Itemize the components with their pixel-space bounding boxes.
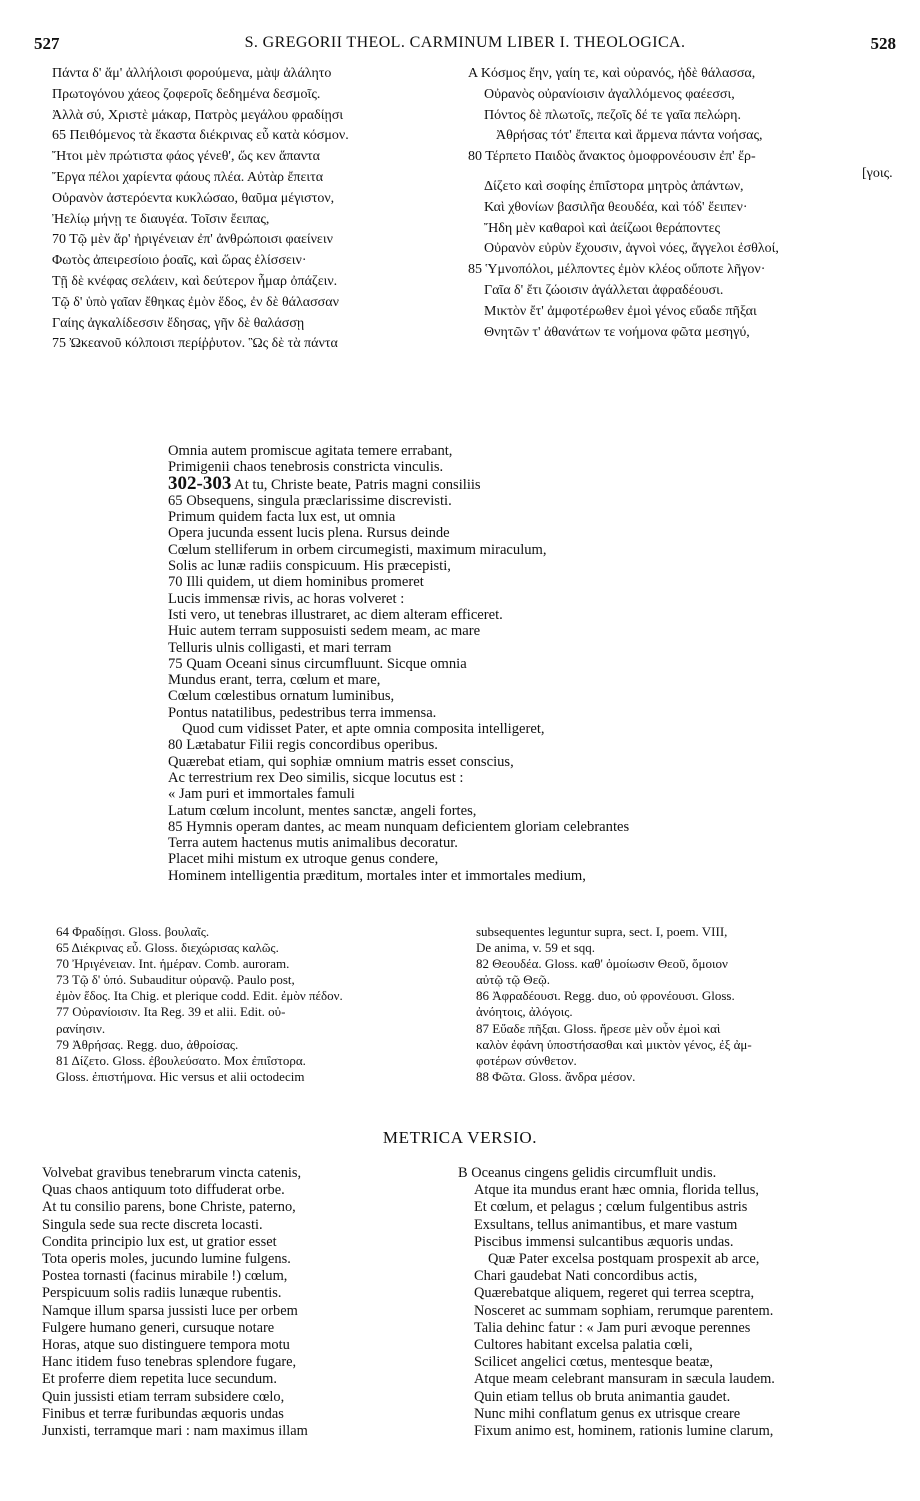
greek-line: Πόντος δὲ πλωτοῖς, πεζοῖς δέ τε γαῖα πελώρη.	[484, 107, 741, 123]
latin-line: 85 Hymnis operam dantes, ac meam nunquam deficientem gloriam celebrantes	[168, 818, 630, 835]
latin-translation	[168, 443, 878, 884]
greek-line: Καὶ χθονίων βασιλῆα θεουδέα, καὶ τόδ' ἔειπεν·	[484, 199, 748, 215]
verse-line: Perspicuum solis radiis lunæque rubentis.	[42, 1285, 282, 1302]
greek-line: Ἀλλὰ σύ, Χριστὲ μάκαρ, Πατρὸς μεγάλου φραδίῃσι	[52, 107, 344, 123]
verse-line: Quærebatque aliquem, regeret qui terrea sceptra,	[474, 1285, 755, 1302]
note-line: 64 Φραδίῃσι. Gloss. βουλαῖς.	[56, 924, 210, 939]
column-number-marker: 302-303	[168, 472, 232, 494]
latin-line: Lucis immensæ rivis, ac horas volveret :	[168, 590, 405, 607]
greek-line: Γαίης ἀγκαλίδεσσιν ἔδησας, γῆν δὲ θαλάσσῃ	[52, 315, 305, 331]
latin-line: Cœlum cœlestibus ornatum luminibus,	[168, 688, 395, 705]
verse-line: Atque ita mundus erant hæc omnia, florida tellus,	[474, 1182, 759, 1199]
greek-line-continuation: [γοις.	[862, 165, 893, 181]
latin-line: Hominem intelligentia præditum, mortales inter et immortales medium,	[168, 867, 586, 884]
verse-line: Condita principio lux est, ut gratior esset	[42, 1233, 277, 1250]
greek-line: Ἤτοι μὲν πρώτιστα φάος γένεθ', ὥς κεν ἅπαντα	[52, 149, 321, 165]
verse-line: Nunc mihi conflatum genus ex utrisque creare	[474, 1405, 741, 1422]
latin-line: 80 Lætabatur Filii regis concordibus operibus.	[168, 737, 438, 754]
verse-line: Scilicet angelici cœtus, mentesque beatæ,	[474, 1354, 713, 1371]
latin-line: Solis ac lunæ radiis conspicuum. His præcepisti,	[168, 558, 451, 575]
latin-line: Quærebat etiam, qui sophiæ omnium matris esset conscius,	[168, 753, 514, 770]
verse-line: Piscibus immensi sulcantibus æquoris undas.	[474, 1233, 734, 1250]
note-line: ἀνόητοις, ἀλόγοις.	[476, 1004, 573, 1020]
latin-line: Pontus natatilibus, pedestribus terra immensa.	[168, 704, 437, 721]
latin-line: Huic autem terram supposuisti sedem meam, ac mare	[168, 623, 481, 640]
latin-line: 70 Illi quidem, ut diem hominibus promeret	[168, 574, 424, 591]
greek-line: Πρωτογόνου χάεος ζοφεροῖς δεδημένα δεσμοῖς.	[52, 86, 321, 102]
note-line: 86 Ἀφραδέουσι. Regg. duo, οὐ φρονέουσι. Gloss.	[476, 988, 735, 1004]
latin-line: Quod cum vidisset Pater, et apte omnia composita intelligeret,	[182, 721, 545, 738]
greek-line: Θνητῶν τ' ἀθανάτων τε νοήμονα φῶτα μεσηγύ,	[484, 324, 750, 340]
greek-line: 75 Ὠκεανοῦ κόλποισι περίῤῥυτον. Ὣς δὲ τὰ πάντα	[52, 336, 338, 352]
verse-line: Namque illum sparsa jussisti luce per orbem	[42, 1302, 298, 1319]
greek-text-left-column	[52, 64, 460, 355]
note-line: 81 Δίζετο. Gloss. ἐβουλεύσατο. Mox ἐπιΐστορα.	[56, 1052, 306, 1068]
verse-line: Singula sede sua recte discreta locasti.	[42, 1216, 263, 1233]
note-line: 82 Θεουδέα. Gloss. καθ' ὁμοίωσιν Θεοῦ, ὅμοιον	[476, 956, 728, 972]
critical-notes-left	[56, 924, 468, 1085]
verse-line: Postea tornasti (facinus mirabile !) cœlum,	[42, 1268, 288, 1285]
latin-line: Placet mihi mistum ex utroque genus condere,	[168, 851, 439, 868]
latin-line: Cœlum stelliferum in orbem circumegisti, maximum miraculum,	[168, 541, 547, 558]
latin-line: Isti vero, ut tenebras illustraret, ac diem alteram efficeret.	[168, 606, 503, 623]
greek-line: Ἠελίῳ μήνῃ τε διαυγέα. Τοῖσιν ἔειπας,	[52, 211, 270, 227]
greek-line: 65 Πειθόμενος τὰ ἕκαστα διέκρινας εὖ κατὰ κόσμον.	[52, 128, 349, 144]
verse-line: Cultores habitant excelsa palatia cœli,	[474, 1337, 693, 1354]
latin-line: 75 Quam Oceani sinus circumfluunt. Sicque omnia	[168, 655, 467, 672]
note-line: 79 Ἀθρήσας. Regg. duo, ἀθροίσας.	[56, 1036, 239, 1052]
latin-line: Mundus erant, terra, cœlum et mare,	[168, 672, 381, 689]
greek-line: 85 Ὑμνοπόλοι, μέλποντες ἐμὸν κλέος οὔποτε λῆγον·	[468, 262, 766, 278]
verse-line: Exsultans, tellus animantibus, et mare vastum	[474, 1216, 738, 1233]
verse-line: Et proferre diem repetita luce secundum.	[42, 1371, 277, 1388]
verse-line: Horas, atque suo distinguere tempora motu	[42, 1337, 290, 1354]
note-line: ἐμὸν ἕδος. Ita Chig. et plerique codd. Edit. ἐμὸν πέδον.	[56, 988, 343, 1004]
verse-line: Nosceret ac summam sophiam, rerumque parentem.	[474, 1302, 774, 1319]
note-line: 88 Φῶτα. Gloss. ἄνδρα μέσον.	[476, 1068, 636, 1084]
verse-line: Talia dehinc fatur : « Jam puri ævoque perennes	[474, 1319, 751, 1336]
page-number-right: 528	[870, 34, 896, 53]
greek-line: Τῷ δ' ὑπὸ γαῖαν ἔθηκας ἐμὸν ἕδος, ἐν δὲ θάλασσαν	[52, 294, 339, 310]
verse-line: Tota operis moles, jucundo lumine fulgens.	[42, 1251, 291, 1268]
verse-line: Fixum animo est, hominem, rationis lumine clarum,	[474, 1423, 774, 1440]
critical-notes-right	[476, 924, 894, 1085]
note-line: 77 Οὐρανίοισιν. Ita Reg. 39 et alii. Edit. οὐ-	[56, 1004, 286, 1020]
note-line: ρανίησιν.	[56, 1020, 106, 1036]
note-line: αὐτῷ τῷ Θεῷ.	[476, 972, 550, 988]
verse-line: Quin jussisti etiam terram subsidere cœlo,	[42, 1388, 285, 1405]
verse-line: Et cœlum, et pelagus ; cœlum fulgentibus astris	[474, 1199, 748, 1216]
note-line: Gloss. ἐπιστήμονα. Hic versus et alii octodecim	[56, 1068, 305, 1084]
latin-line: Latum cœlum incolunt, mentes sanctæ, angeli fortes,	[168, 802, 477, 819]
verse-line: Atque meam celebrant mansuram in sæcula laudem.	[474, 1371, 775, 1388]
verse-line: Quas chaos antiquum toto diffuderat orbe.	[42, 1182, 285, 1199]
latin-line: Primigenii chaos tenebrosis constricta vinculis.	[168, 459, 444, 476]
greek-line: Οὐρανὸν ἀστερόεντα κυκλώσαο, θαῦμα μέγιστον,	[52, 190, 335, 206]
page-number-left: 527	[34, 34, 60, 53]
latin-line: Omnia autem promiscue agitata temere errabant,	[168, 443, 453, 459]
greek-line: Μικτὸν ἔτ' ἀμφοτέρωθεν ἐμοὶ γένος εὔαδε πῆξαι	[484, 303, 757, 319]
latin-line: Opera jucunda essent lucis plena. Rursus deinde	[168, 525, 450, 542]
verse-line: Finibus et terræ furibundas æquoris undas	[42, 1405, 284, 1422]
note-line: φοτέρων σύνθετον.	[476, 1052, 577, 1068]
greek-line: Τῇ δὲ κνέφας σελάειν, καὶ δεύτερον ἦμαρ ὀπάζειν.	[52, 273, 338, 289]
greek-line: A Κόσμος ἔην, γαίη τε, καὶ οὐρανός, ἠδὲ θάλασσα,	[468, 66, 756, 81]
greek-line: Οὐρανὸς οὐρανίοισιν ἀγαλλόμενος φαέεσσι,	[484, 86, 735, 102]
latin-line: Ac terrestrium rex Deo similis, sicque locutus est :	[168, 769, 464, 786]
verse-line: Chari gaudebat Nati concordibus actis,	[474, 1268, 698, 1285]
note-line: subsequentes leguntur supra, sect. I, poem. VIII,	[476, 924, 728, 939]
latin-line: Primum quidem facta lux est, ut omnia	[168, 509, 396, 526]
note-line: 73 Τῷ δ' ὑπό. Subauditur οὐρανῷ. Paulo post,	[56, 972, 295, 988]
greek-line: Φωτὸς ἀπειρεσίοιο ῥοαῖς, καὶ ὥρας ἑλίσσειν·	[52, 253, 307, 269]
greek-line: Ἔργα πέλοι χαρίεντα φάους πλέα. Αὐτὰρ ἔπειτα	[52, 169, 324, 185]
metrical-version-right	[458, 1165, 898, 1440]
greek-line: 70 Τῷ μὲν ἄρ' ἠριγένειαν ἐπ' ἀνθρώποισι φαείνειν	[52, 232, 333, 248]
latin-line: « Jam puri et immortales famuli	[168, 786, 355, 803]
note-line: 70 Ἠριγένειαν. Int. ἡμέραν. Comb. auroram.	[56, 956, 290, 972]
running-title: S. GREGORII THEOL. CARMINUM LIBER I. THEOLOGICA.	[244, 34, 686, 51]
verse-line: Quæ Pater excelsa postquam prospexit ab arce,	[488, 1251, 760, 1268]
section-title: METRICA VERSIO.	[382, 1128, 538, 1147]
latin-line: Terra autem hactenus mutis animalibus decoratur.	[168, 835, 458, 852]
running-header	[34, 34, 896, 60]
greek-line: Δίζετο καὶ σοφίης ἐπιΐστορα μητρὸς ἁπάντων,	[484, 178, 744, 194]
verse-line: Quin etiam tellus ob bruta animantia gaudet.	[474, 1388, 731, 1405]
greek-line: Πάντα δ' ἅμ' ἀλλήλοισι φορούμενα, μὰψ ἀλάλητο	[52, 66, 332, 81]
verse-line: Volvebat gravibus tenebrarum vincta catenis,	[42, 1165, 302, 1181]
greek-line: Γαῖα δ' ἔτι ζώοισιν ἀγάλλεται ἀφραδέουσι.	[484, 282, 724, 298]
greek-line: 80 Τέρπετο Παιδὸς ἄνακτος ὁμοφρονέουσιν ἐπ' ἔρ-	[468, 149, 756, 165]
latin-line: Telluris ulnis colligasti, et mari terram	[168, 639, 392, 656]
note-line: καλὸν ἐφάνη ὑποστήσασθαι καὶ μικτὸν γένος, ἐξ ἀμ-	[476, 1036, 752, 1052]
verse-line: At tu consilio parens, bone Christe, paterno,	[42, 1199, 296, 1216]
greek-line: Ἀθρήσας τότ' ἔπειτα καὶ ἄρμενα πάντα νοήσας,	[496, 128, 763, 144]
note-line: De anima, v. 59 et sqq.	[476, 940, 596, 956]
note-line: 65 Διέκρινας εὖ. Gloss. διεχώρισας καλῶς.	[56, 940, 279, 956]
latin-line-with-column-marker	[168, 472, 878, 494]
metrical-version-left	[42, 1165, 462, 1440]
verse-line: Junxisti, terramque mari : nam maximus illam	[42, 1423, 308, 1440]
greek-line: Οὐρανὸν εὐρὺν ἔχουσιν, ἁγνοὶ νόες, ἄγγελοι ἐσθλοί,	[484, 241, 779, 257]
note-line: 87 Εὔαδε πῆξαι. Gloss. ἤρεσε μὲν οὖν ἐμοὶ καὶ	[476, 1020, 721, 1036]
latin-line: 65 Obsequens, singula præclarissime discrevisti.	[168, 492, 452, 509]
greek-line: Ἤδη μὲν καθαροὶ καὶ ἀείζωοι θεράποντες	[484, 220, 721, 236]
latin-line-text: At tu, Christe beate, Patris magni consiliis	[234, 476, 481, 493]
verse-line: Hanc itidem fuso tenebras splendore fugare,	[42, 1354, 297, 1371]
verse-line: B Oceanus cingens gelidis circumfluit undis.	[458, 1165, 717, 1181]
verse-line: Fulgere humano generi, cursuque notare	[42, 1319, 275, 1336]
greek-text-right-column	[468, 64, 898, 343]
